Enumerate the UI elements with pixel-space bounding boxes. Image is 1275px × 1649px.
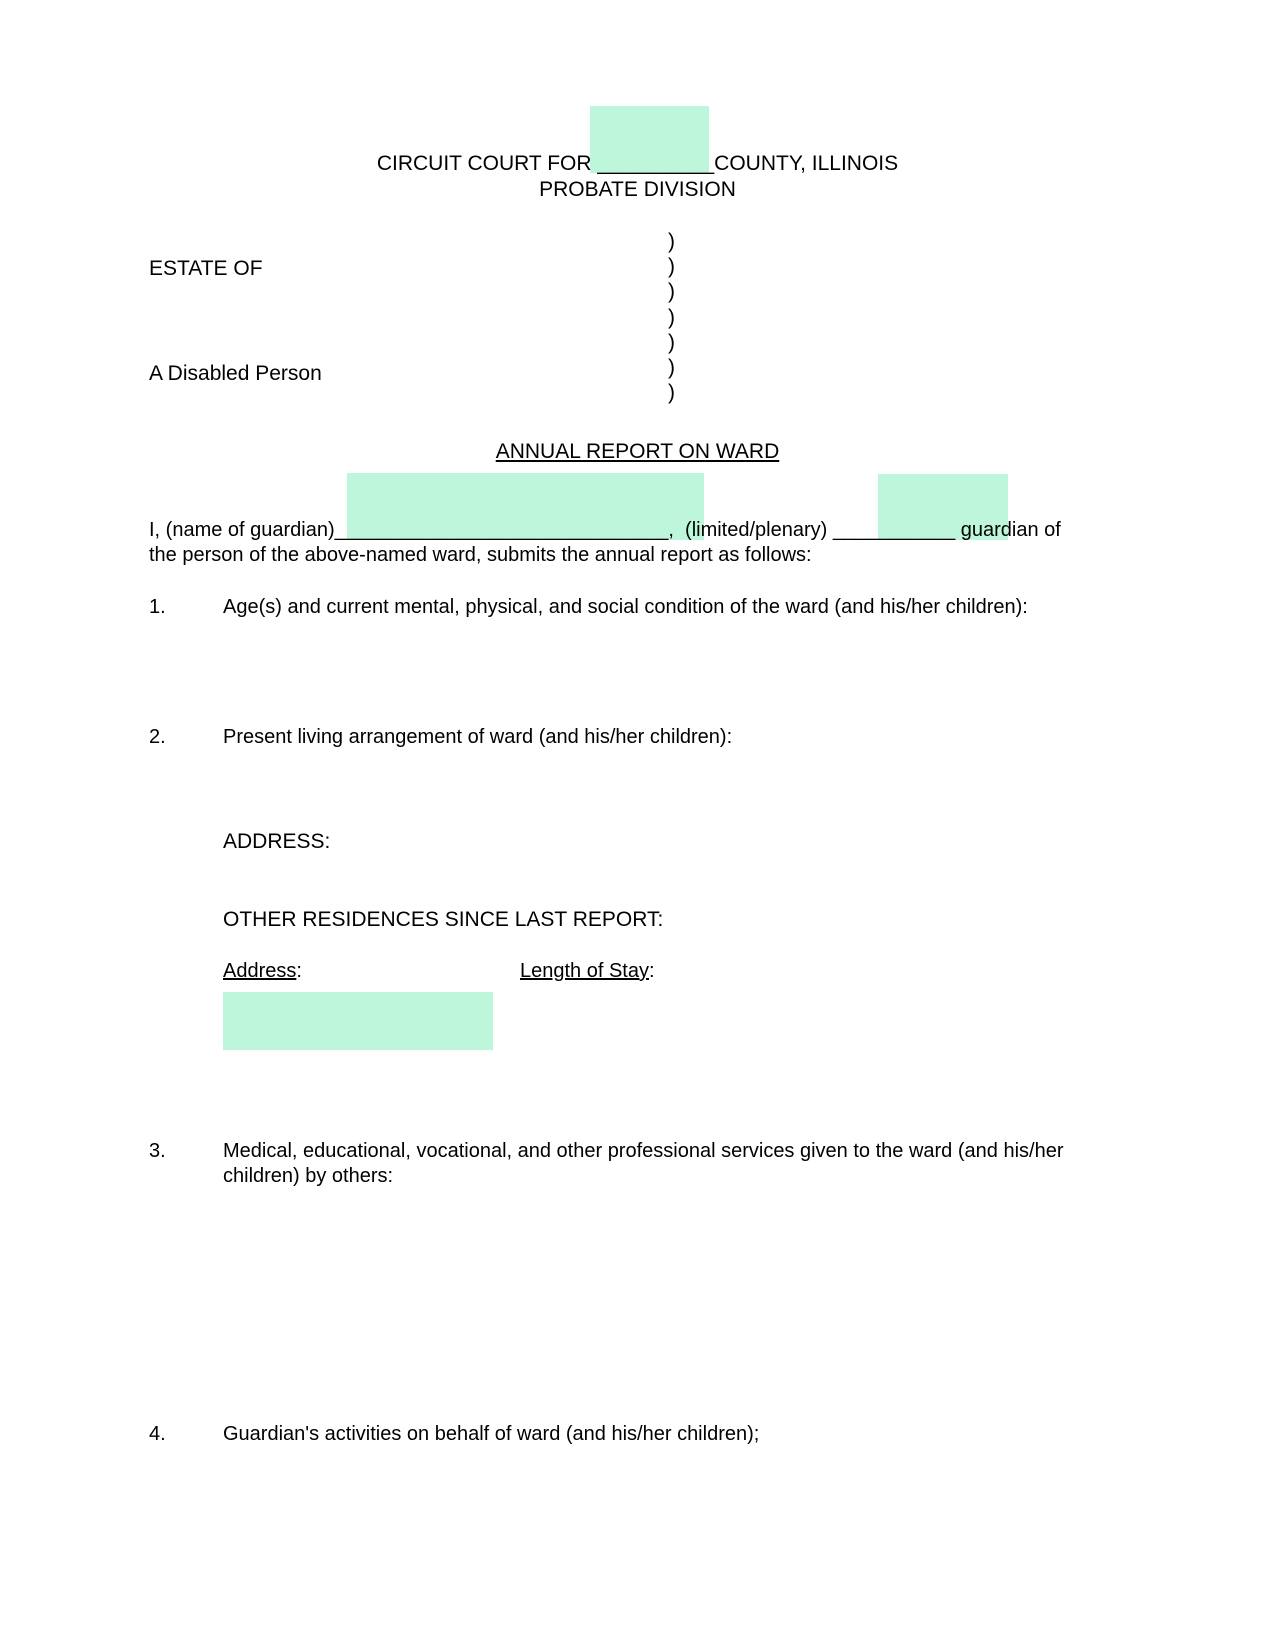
item-number: 1. bbox=[149, 596, 166, 618]
intro-line-1 bbox=[149, 518, 1061, 543]
paren: ) bbox=[668, 355, 675, 379]
intro-line-2: the person of the above-named ward, submits the annual report as follows: bbox=[149, 544, 812, 566]
item-number: 3. bbox=[149, 1140, 166, 1162]
item-text: Guardian's activities on behalf of ward (and his/her children); bbox=[223, 1423, 760, 1445]
county-blank: __________ bbox=[597, 152, 715, 175]
item-number: 4. bbox=[149, 1423, 166, 1445]
address-column-header bbox=[223, 959, 302, 984]
address-heading: Address bbox=[223, 960, 297, 982]
intro-suffix: guardian of bbox=[955, 519, 1061, 541]
item-text-continued: children) by others: bbox=[223, 1165, 394, 1187]
address-label: ADDRESS: bbox=[223, 830, 331, 853]
paren: ) bbox=[668, 280, 675, 304]
paren: ) bbox=[668, 230, 675, 253]
report-title: ANNUAL REPORT ON WARD bbox=[495, 440, 780, 463]
paren: ) bbox=[668, 305, 675, 329]
estate-of-label: ESTATE OF bbox=[149, 257, 263, 280]
residence-address-field[interactable] bbox=[223, 992, 493, 1050]
length-of-stay-column-header bbox=[520, 959, 655, 984]
paren: ) bbox=[668, 381, 675, 405]
length-of-stay-heading: Length of Stay bbox=[520, 960, 649, 982]
guardian-type-blank: ___________ bbox=[832, 519, 956, 541]
division-header: PROBATE DIVISION bbox=[539, 178, 736, 201]
paren: ) bbox=[668, 330, 675, 354]
item-number: 2. bbox=[149, 726, 166, 748]
court-header bbox=[0, 151, 1275, 177]
item-text: Present living arrangement of ward (and his/her children): bbox=[223, 726, 733, 748]
paren: ) bbox=[668, 255, 675, 279]
item-text: Medical, educational, vocational, and other professional services given to the ward (and his/her bbox=[223, 1140, 1064, 1162]
other-residences-label: OTHER RESIDENCES SINCE LAST REPORT: bbox=[223, 908, 664, 931]
item-text: Age(s) and current mental, physical, and social condition of the ward (and his/her children): bbox=[223, 596, 1028, 618]
intro-prefix: I, (name of guardian) bbox=[149, 519, 335, 541]
colon: : bbox=[648, 960, 655, 982]
intro-middle: , (limited/plenary) bbox=[668, 519, 833, 541]
colon: : bbox=[296, 960, 302, 982]
court-prefix: CIRCUIT COURT FOR bbox=[376, 152, 598, 175]
court-suffix: COUNTY, ILLINOIS bbox=[714, 152, 899, 175]
guardian-name-blank: ______________________________ bbox=[334, 519, 669, 541]
disabled-person-label: A Disabled Person bbox=[149, 362, 322, 385]
caption-parens bbox=[668, 229, 688, 405]
